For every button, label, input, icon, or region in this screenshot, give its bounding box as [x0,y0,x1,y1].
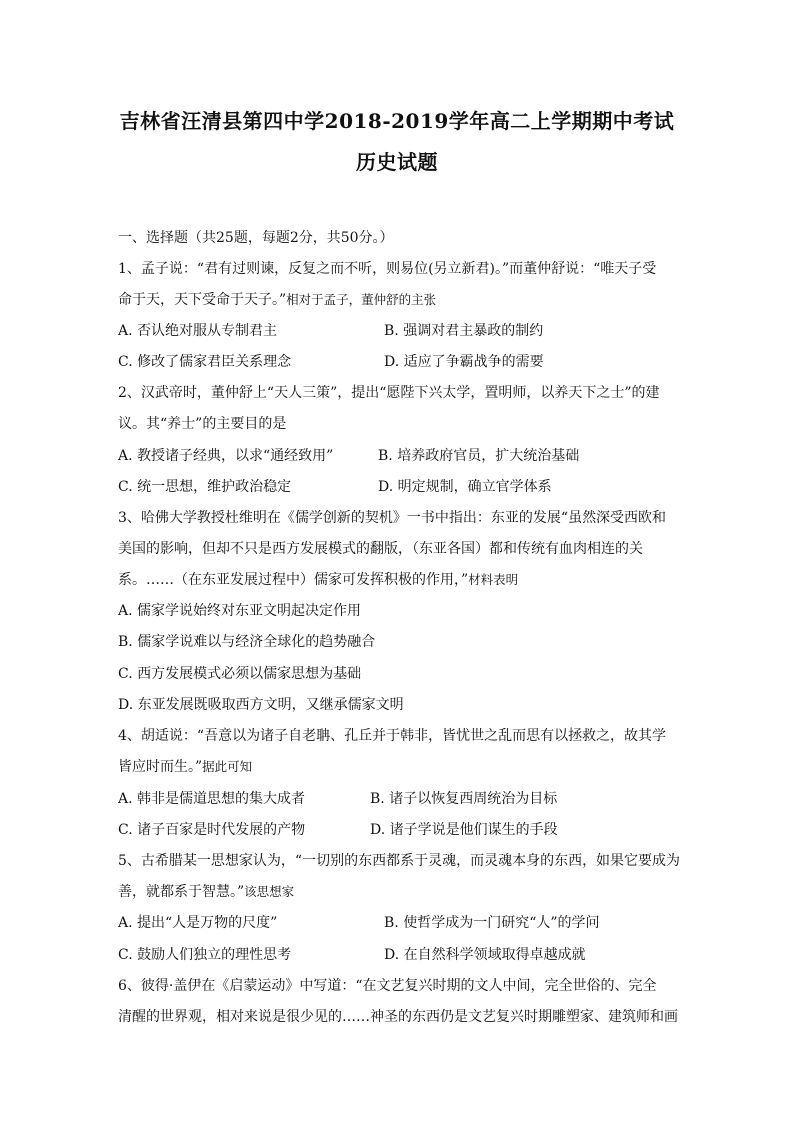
question-2-option-b: B. 培养政府官员，扩大统治基础 [378,448,580,464]
question-4-option-a: A. 韩非是儒道思想的集大成者 [118,791,306,807]
question-3-option-b: B. 儒家学说难以与经济全球化的趋势融合 [118,634,376,650]
question-5-option-c: C. 鼓励人们独立的理性思考 [118,947,292,963]
question-3-option-a: A. 儒家学说始终对东亚文明起决定作用 [118,603,362,619]
question-3-line-2: 美国的影响，但却不只是西方发展模式的翻版，（东亚各国）都和传统有血肉相连的关 [118,541,643,557]
question-5-option-a: A. 提出“人是万物的尺度” [118,915,278,931]
question-1-option-b: B. 强调对君主暴政的制约 [384,323,544,339]
question-2-option-d: D. 明定规制，确立官学体系 [378,479,552,495]
question-3-stem: 材料表明 [468,572,519,587]
section-heading: 一、选择题（共25题，每题2分，共50分。） [118,230,394,246]
question-4-line-1: 4、胡适说：“吾意以为诸子自老聃、孔丘并于韩非，皆忧世之乱而思有以拯救之，故其学 [118,728,667,744]
question-5-option-b: B. 使哲学成为一门研究“人”的学问 [384,915,600,931]
question-1-line-2 [118,291,678,309]
question-3-quote-end: 系。……（在东亚发展过程中）儒家可发挥积极的作用，” [118,572,469,588]
question-6-line-1: 6、彼得·盖伊在《启蒙运动》中写道：“在文艺复兴时期的文人中间，完全世俗的、完全 [118,978,657,994]
question-1-option-c: C. 修改了儒家君臣关系理念 [118,354,292,370]
question-1-stem: 相对于孟子，董仲舒的主张 [286,292,437,307]
question-6-line-2: 清醒的世界观，相对来说是很少见的……神圣的东西仍是文艺复兴时期雕塑家、建筑师和画 [118,1009,678,1025]
question-1-option-d: D. 适应了争霸战争的需要 [384,354,544,370]
question-5-option-d: D. 在自然科学领域取得卓越成就 [384,947,586,963]
question-4-line-2 [118,758,678,776]
question-5-line-1: 5、古希腊某一思想家认为，“一切别的东西都系于灵魂，而灵魂本身的东西，如果它要成为 [118,853,681,869]
question-4-option-b: B. 诸子以恢复西周统治为目标 [370,791,558,807]
question-3-line-3 [118,571,678,589]
exam-subtitle: 历史试题 [356,150,438,174]
question-3-line-1: 3、哈佛大学教授杜维明在《儒学创新的契机》一书中指出：东亚的发展“虽然深受西欧和 [118,510,667,526]
question-2-option-a: A. 教授诸子经典，以求“通经致用” [118,448,334,464]
question-3-option-c: C. 西方发展模式必须以儒家思想为基础 [118,666,362,682]
question-1-line-1: 1、孟子说：“君有过则谏，反复之而不听，则易位(另立新君)。”而董仲舒说：“唯天子受 [118,261,657,277]
question-5-line-2 [118,883,678,901]
question-4-option-c: C. 诸子百家是时代发展的产物 [118,822,306,838]
question-5-quote-end: 善，就都系于智慧。” [118,884,245,900]
question-2-line-1: 2、汉武帝时，董仲舒上“天人三策”，提出“愿陛下兴太学，置明师，以养天下之士”的建 [118,385,660,401]
question-4-stem: 据此可知 [202,759,253,774]
question-4-quote-end: 皆应时而生。” [118,759,203,775]
question-4-option-d: D. 诸子学说是他们谋生的手段 [370,822,558,838]
question-5-stem: 该思想家 [244,884,295,899]
exam-title: 吉林省汪清县第四中学2018-2019学年高二上学期期中考试 [119,109,675,133]
question-1-option-a: A. 否认绝对服从专制君主 [118,323,278,339]
question-1-quote-end: 命于天，天下受命于天子。” [118,292,287,308]
question-3-option-d: D. 东亚发展既吸取西方文明，又继承儒家文明 [118,697,404,713]
question-2-line-2: 议。其“养士”的主要目的是 [118,416,287,432]
question-2-option-c: C. 统一思想，维护政治稳定 [118,479,292,495]
